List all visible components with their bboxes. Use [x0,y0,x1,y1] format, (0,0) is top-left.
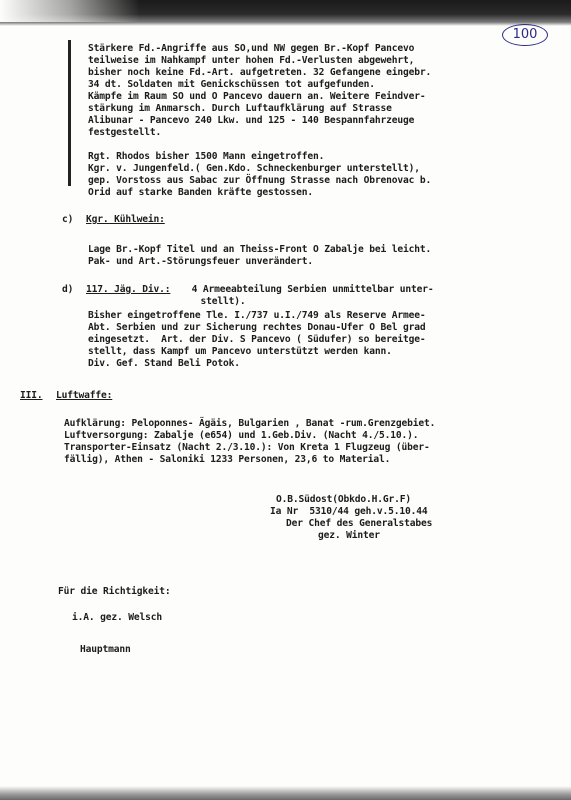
certification-signer: i.A. gez. Welsch [72,612,163,623]
text-line: Stärkere Fd.-Angriffe aus SO,und NW gegen Br.-Kopf Pancevo [88,43,415,54]
text-line: teilweise im Nahkampf unter hohen Fd.-Verlusten abgewehrt, [88,55,415,66]
signature-line: O.B.Südost(Obkdo.H.Gr.F) [276,494,412,505]
section-iii-heading: Luftwaffe: [56,390,113,401]
text-line: 4 Armeeabteilung Serbien unmittelbar unter- [186,284,434,295]
margin-marker-line [68,40,71,186]
certification-rank: Hauptmann [80,644,131,655]
page-number-stamp: 100 [502,24,548,46]
signature-line: Der Chef des Generalstabes [286,518,433,529]
text-line: Kgr. v. Jungenfeld.( Gen.Kdo. Schneckenburger unterstellt), [88,163,420,174]
section-d-heading: 117. Jäg. Div.: [86,284,171,295]
text-line: stellt). [88,296,246,307]
text-line: Rgt. Rhodos bisher 1500 Mann eingetroffen. [88,151,325,162]
section-iii-label: III. [20,390,43,401]
text-line: Transporter-Einsatz (Nacht 2./3.10.): Von Kreta 1 Flugzeug (über- [64,442,430,453]
text-line: Bisher eingetroffene Tle. I./737 u.I./749 als Reserve Armee- [88,310,426,321]
section-c-label: c) [62,214,74,225]
section-c-heading: Kgr. Kühlwein: [86,214,165,225]
text-line: stellt, dass Kampf um Pancevo unterstützt werden kann. [88,346,392,357]
text-line: eingesetzt. Art. der Div. S Pancevo ( Südufer) so bereitge- [88,334,426,345]
text-line: Lage Br.-Kopf Titel und an Theiss-Front O Zabalje bei leicht. [88,244,432,255]
text-line: Div. Gef. Stand Beli Potok. [88,358,240,369]
signature-line: Ia Nr 5310/44 geh.v.5.10.44 [270,506,428,517]
signature-line: gez. Winter [318,530,380,541]
text-line: bisher noch keine Fd.-Art. aufgetreten. 32 Gefangene eingebr. [88,67,432,78]
text-line: Luftversorgung: Zabalje (e654) und 1.Geb.Div. (Nacht 4./5.10.). [64,430,419,441]
section-d-label: d) [62,284,74,295]
text-line: festgestellt. [88,127,162,138]
text-line: Aufklärung: Peloponnes- Ägäis, Bulgarien , Banat -rum.Grenzgebiet. [64,418,436,429]
text-line: Kämpfe im Raum SO und O Pancevo dauern an. Weitere Feindver- [88,91,426,102]
text-line: Alibunar - Pancevo 240 Lkw. und 125 - 140 Bespannfahrzeuge [88,115,415,126]
text-line: Orid auf starke Banden kräfte gestossen. [88,187,314,198]
certification-heading: Für die Richtigkeit: [58,586,171,597]
text-line: Pak- und Art.-Störungsfeuer unverändert. [88,256,314,267]
text-line: stärkung im Anmarsch. Durch Luftaufklärung auf Strasse [88,103,392,114]
text-line: 34 dt. Soldaten mit Genickschüssen tot aufgefunden. [88,79,375,90]
text-line: gep. Vorstoss aus Sabac zur Öffnung Strasse nach Obrenovac b. [88,175,432,186]
scan-bottom-shadow [0,786,571,800]
text-line: Abt. Serbien und zur Sicherung rechtes Donau-Ufer O Bel grad [88,322,426,333]
text-line: fällig), Athen - Saloniki 1233 Personen, 23,6 to Material. [64,454,391,465]
